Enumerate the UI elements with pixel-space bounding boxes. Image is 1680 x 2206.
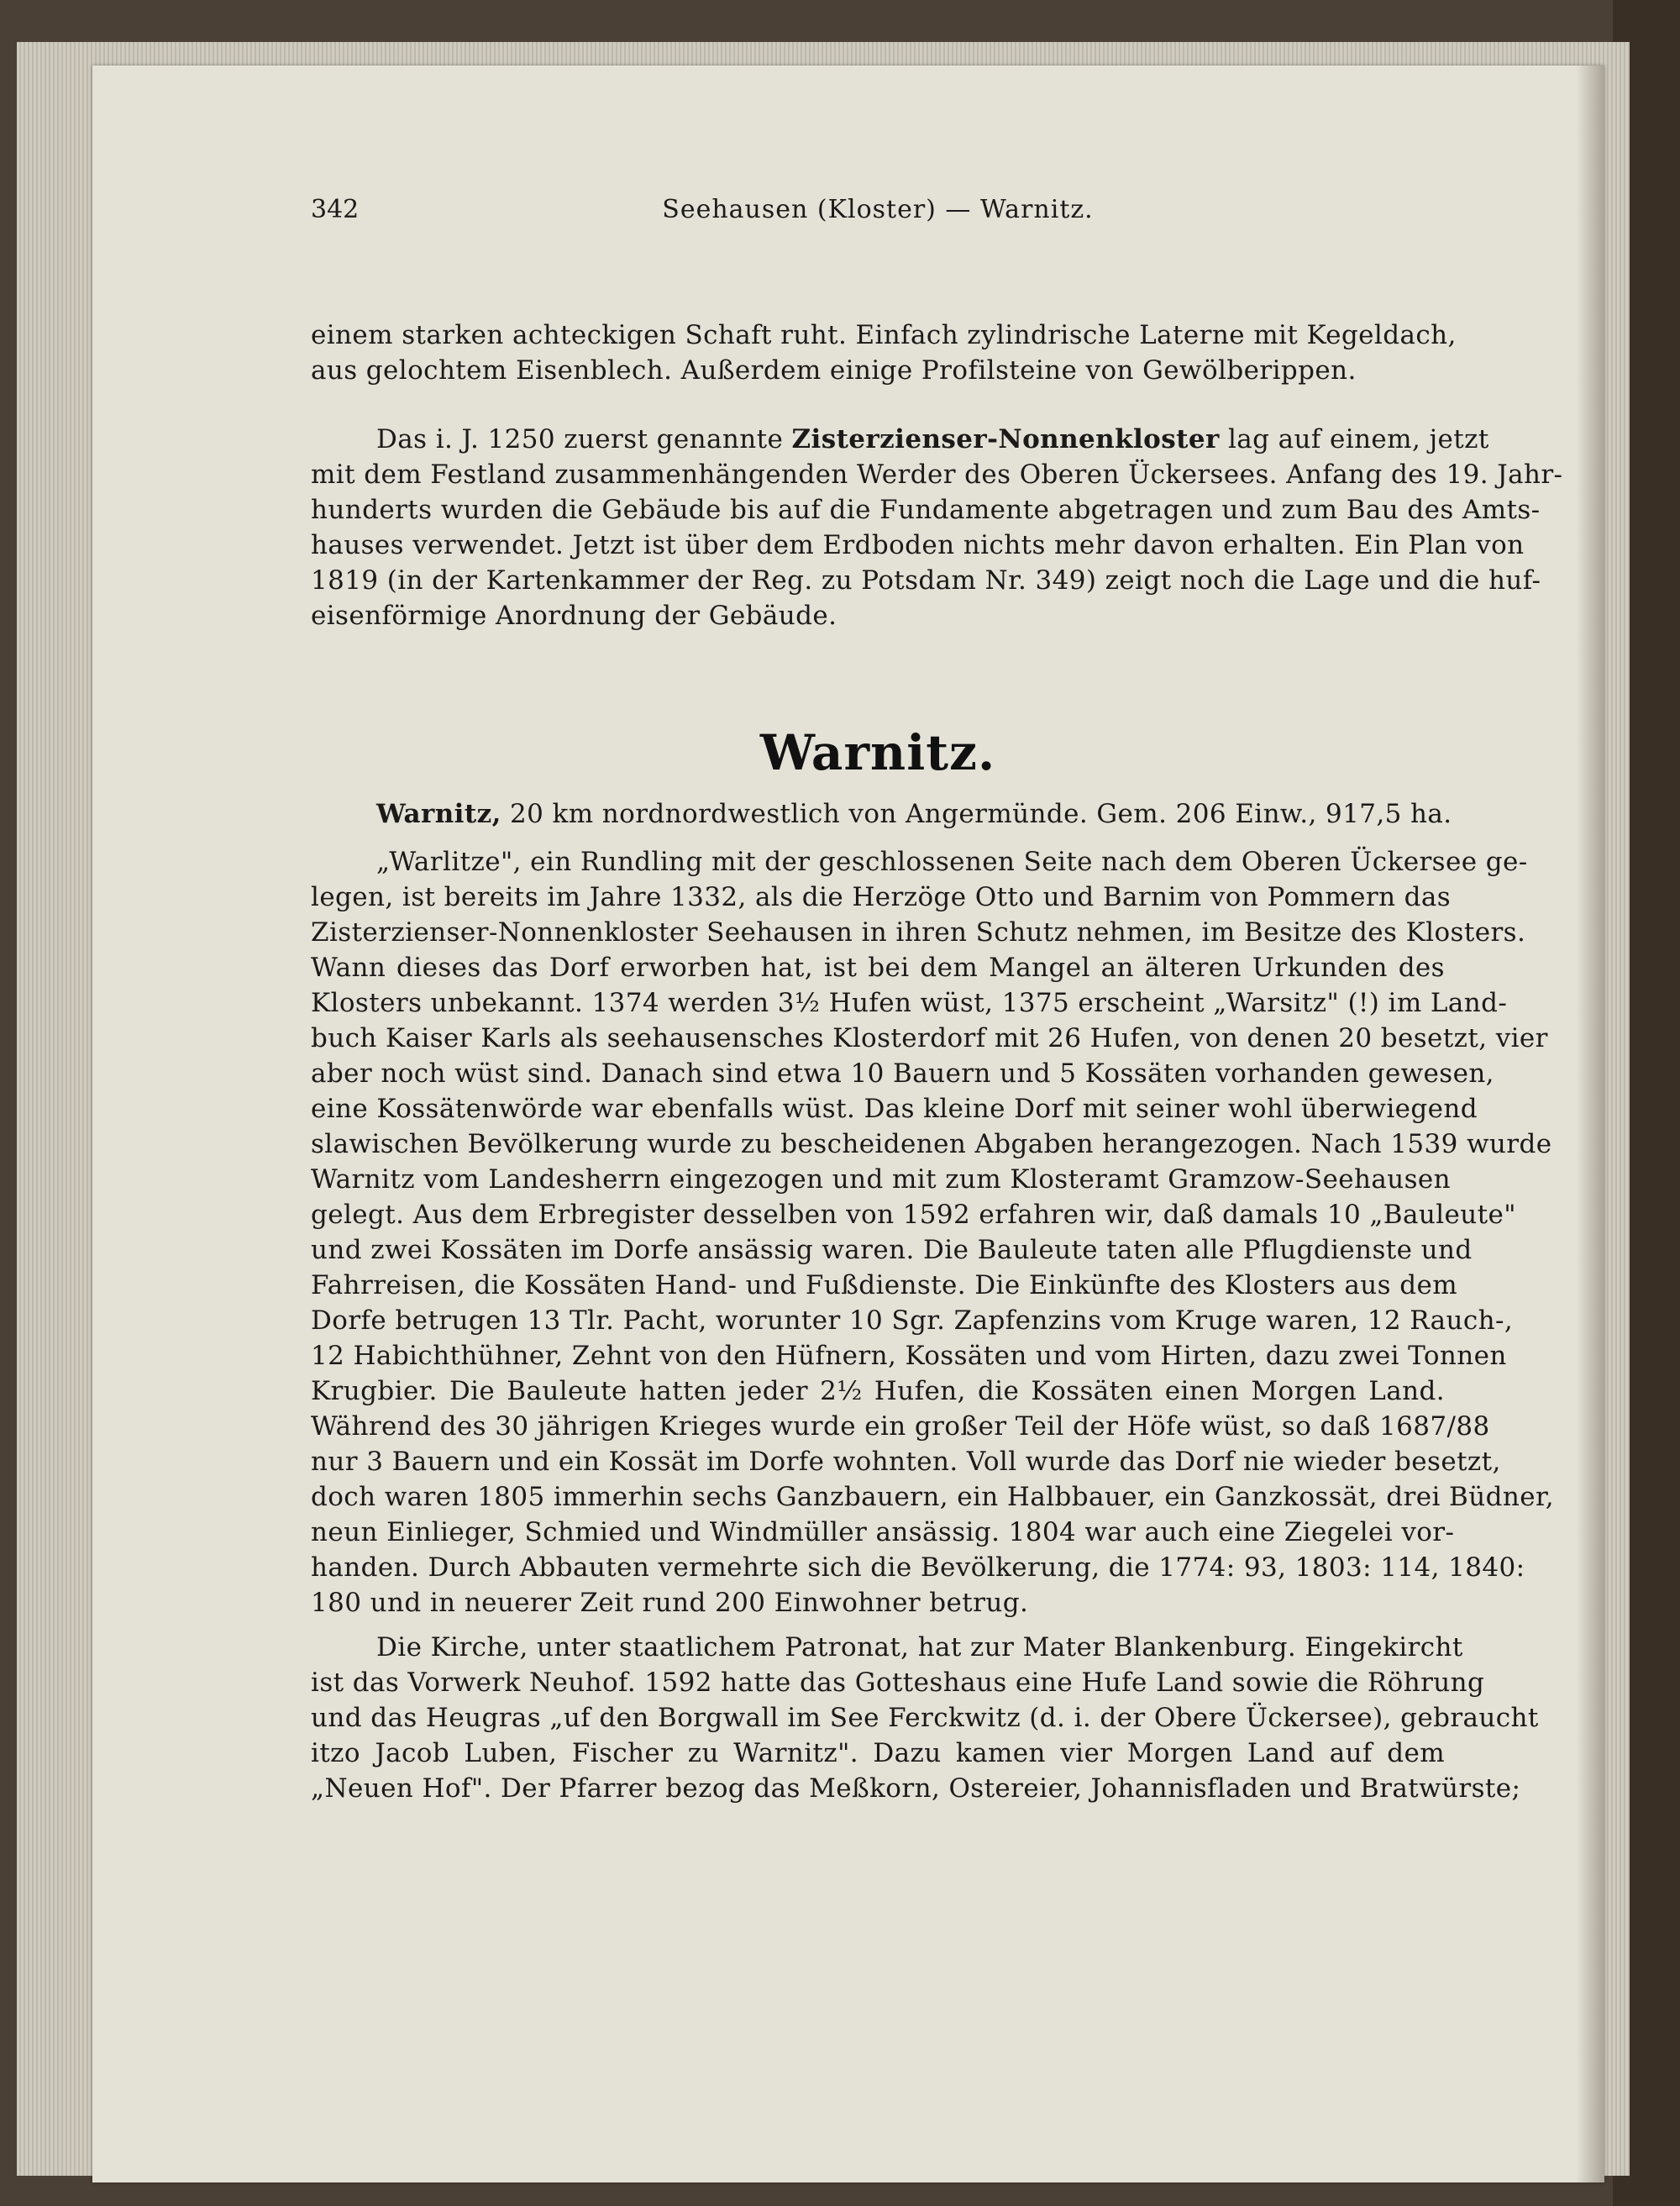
text-line: mit dem Festland zusammenhängenden Werder des Oberen Ückersees. Anfang des 19. Jahr- — [311, 460, 1563, 490]
text-line: Zisterzienser-Nonnenkloster Seehausen in ihren Schutz nehmen, im Besitze des Klosters. — [311, 917, 1526, 948]
text-line: Krugbier. Die Bauleute hatten jeder 2½ Hufen, die Kossäten einen Morgen Land. — [311, 1376, 1445, 1406]
running-title: Seehausen (Kloster) — Warnitz. — [662, 195, 1094, 224]
page-number: 342 — [311, 195, 360, 224]
paragraph-church — [311, 1630, 1539, 1806]
text-line: und zwei Kossäten im Dorfe ansässig waren. Die Bauleute taten alle Pflugdienste und — [311, 1235, 1473, 1265]
text-line: Warnitz vom Landesherrn eingezogen und mit zum Klosteramt Gramzow-Seehausen — [311, 1164, 1452, 1195]
text-line — [311, 796, 1452, 832]
text-line: buch Kaiser Karls als seehausensches Klosterdorf mit 26 Hufen, von denen 20 besetzt, vier — [311, 1023, 1548, 1053]
text-line — [311, 422, 1489, 457]
text-line: slawischen Bevölkerung wurde zu bescheidenen Abgaben herangezogen. Nach 1539 wurde — [311, 1129, 1552, 1159]
text-line: einem starken achteckigen Schaft ruht. Einfach zylindrische Laterne mit Kegeldach, — [311, 320, 1457, 350]
text-line: „Warlitze", ein Rundling mit der geschlossenen Seite nach dem Oberen Ückersee ge- — [376, 847, 1528, 877]
text-line: aus gelochtem Eisenblech. Außerdem einige Profilsteine von Gewölberippen. — [311, 355, 1357, 386]
text-line: 12 Habichthühner, Zehnt von den Hüfnern, Kossäten und vom Hirten, dazu zwei Tonnen — [311, 1341, 1507, 1371]
text-line: Klosters unbekannt. 1374 werden 3½ Hufen wüst, 1375 erscheint „Warsitz" (!) im Land- — [311, 988, 1508, 1018]
page-header — [311, 195, 1445, 237]
text-line: eine Kossätenwörde war ebenfalls wüst. Das kleine Dorf mit seiner wohl überwiegend — [311, 1094, 1478, 1124]
text-line: 180 und in neuerer Zeit rund 200 Einwohner betrug. — [311, 1588, 1029, 1618]
line-lead: Das i. J. 1250 zuerst genannte — [376, 424, 792, 454]
text-line: itzo Jacob Luben, Fischer zu Warnitz". Dazu kamen vier Morgen Land auf dem — [311, 1738, 1445, 1768]
text-line: 1819 (in der Kartenkammer der Reg. zu Potsdam Nr. 349) zeigt noch die Lage und die huf- — [311, 565, 1541, 596]
bold-term: Zisterzienser-Nonnenkloster — [791, 424, 1220, 454]
paragraph-continuation — [311, 318, 1457, 388]
text-line: hunderts wurden die Gebäude bis auf die Fundamente abgetragen und zum Bau des Amts- — [311, 495, 1541, 525]
text-line: nur 3 Bauern und ein Kossät im Dorfe wohnten. Voll wurde das Dorf nie wieder besetzt, — [311, 1447, 1501, 1477]
line-rest: 20 km nordnordwestlich von Angermünde. Gem. 206 Einw., 917,5 ha. — [501, 799, 1452, 829]
text-line: Die Kirche, unter staatlichem Patronat, hat zur Mater Blankenburg. Eingekircht — [376, 1632, 1463, 1662]
text-line: neun Einlieger, Schmied und Windmüller ansässig. 1804 war auch eine Ziegelei vor- — [311, 1517, 1455, 1547]
text-line: Wann dieses das Dorf erworben hat, ist bei dem Mangel an älteren Urkunden des — [311, 953, 1445, 983]
paragraph-monastery — [311, 422, 1563, 633]
text-line: Fahrreisen, die Kossäten Hand- und Fußdienste. Die Einkünfte des Klosters aus dem — [311, 1270, 1458, 1300]
paragraph-intro — [311, 796, 1452, 832]
text-line: legen, ist bereits im Jahre 1332, als die Herzöge Otto und Barnim von Pommern das — [311, 882, 1452, 912]
line-rest: lag auf einem, jetzt — [1219, 424, 1489, 454]
page-gutter — [1576, 66, 1604, 2182]
paragraph-history — [311, 844, 1555, 1620]
text-line: aber noch wüst sind. Danach sind etwa 10 Bauern und 5 Kossäten vorhanden gewesen, — [311, 1058, 1494, 1089]
text-line: Dorfe betrugen 13 Tlr. Pacht, worunter 10 Sgr. Zapfenzins vom Kruge waren, 12 Rauch-, — [311, 1305, 1514, 1336]
text-line: Während des 30 jährigen Krieges wurde ein großer Teil der Höfe wüst, so daß 1687/88 — [311, 1411, 1490, 1442]
section-heading: Warnitz. — [759, 724, 996, 781]
text-line: und das Heugras „uf den Borgwall im See Ferckwitz (d. i. der Obere Ückersee), gebraucht — [311, 1703, 1539, 1733]
text-line: ist das Vorwerk Neuhof. 1592 hatte das Gotteshaus eine Hufe Land sowie die Röhrung — [311, 1668, 1485, 1698]
text-line: handen. Durch Abbauten vermehrte sich die Bevölkerung, die 1774: 93, 1803: 114, 1840: — [311, 1552, 1525, 1583]
text-line: eisenförmige Anordnung der Gebäude. — [311, 601, 837, 631]
bold-term: Warnitz, — [376, 799, 501, 829]
text-line: „Neuen Hof". Der Pfarrer bezog das Meßkorn, Ostereier, Johannisfladen und Bratwürste; — [311, 1773, 1521, 1804]
text-line: hauses verwendet. Jetzt ist über dem Erdboden nichts mehr davon erhalten. Ein Plan von — [311, 530, 1525, 560]
text-line: doch waren 1805 immerhin sechs Ganzbauern, ein Halbbauer, ein Ganzkossät, drei Büdner, — [311, 1482, 1555, 1512]
text-line: gelegt. Aus dem Erbregister desselben von 1592 erfahren wir, daß damals 10 „Bauleute" — [311, 1200, 1516, 1230]
